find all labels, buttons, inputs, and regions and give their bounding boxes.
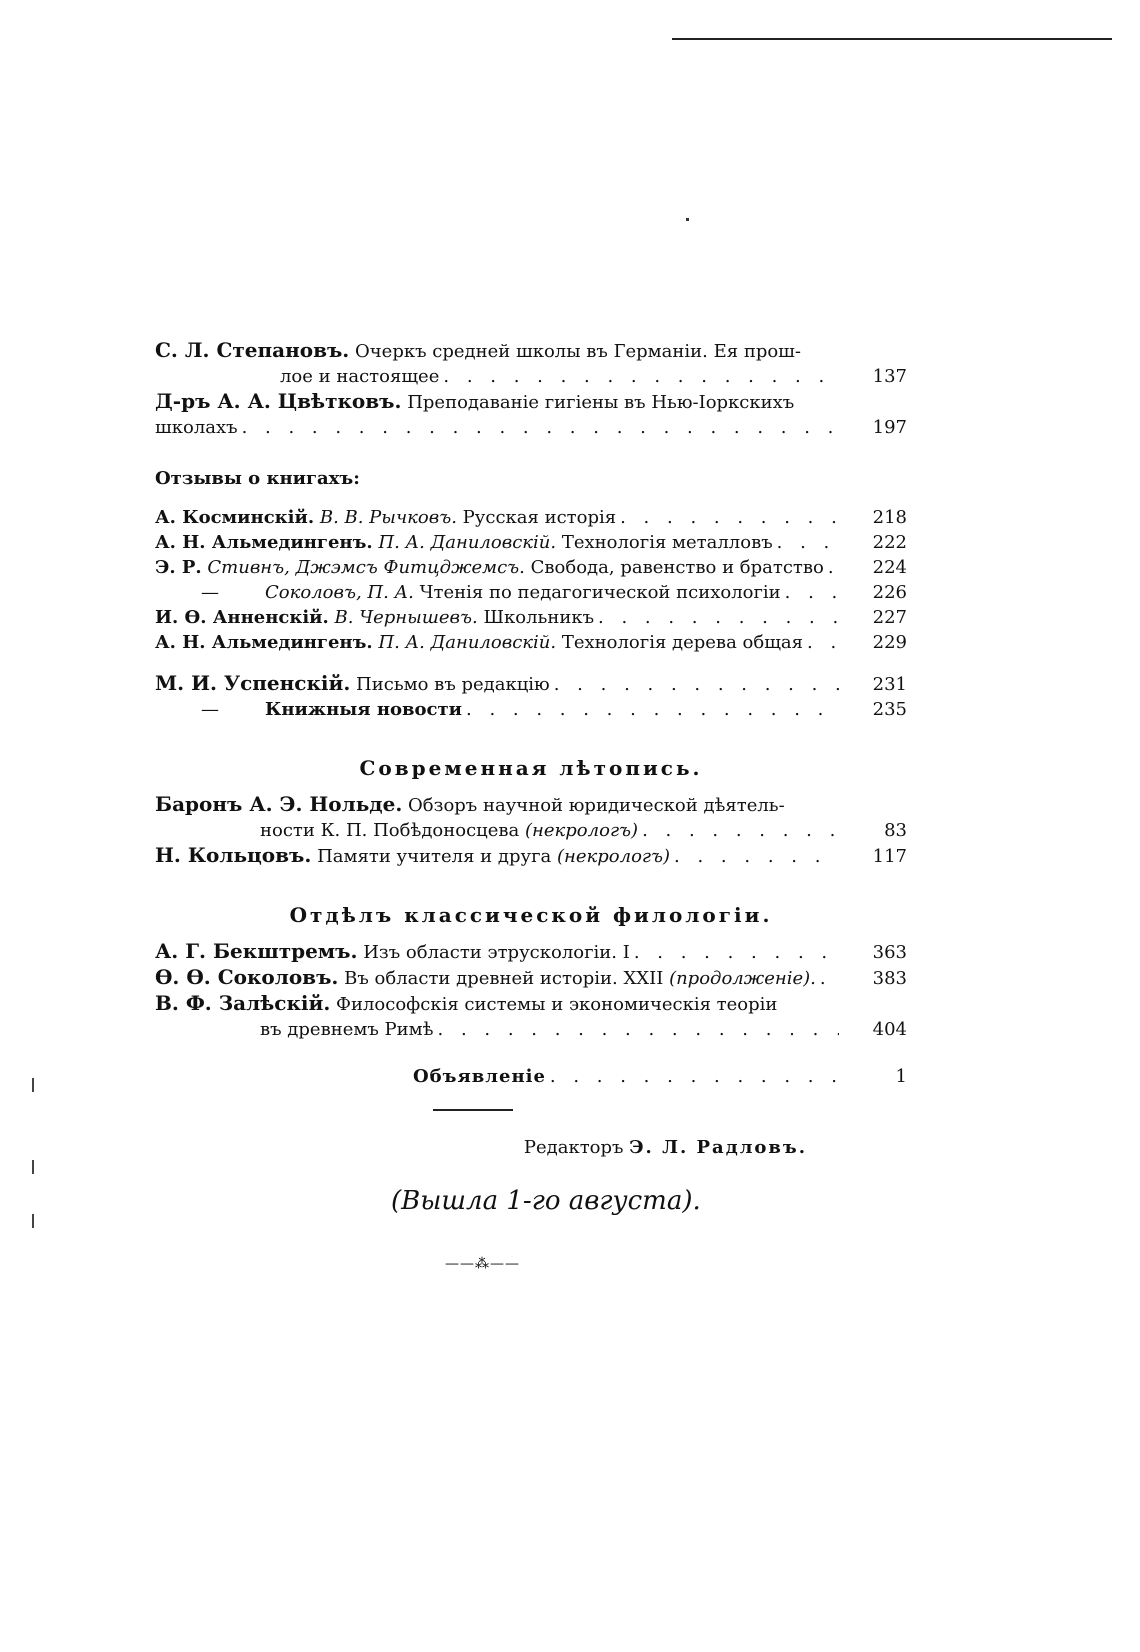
entry-title: Въ области древней исторіи. XXII (344, 968, 664, 989)
review-entry[interactable] (155, 630, 907, 655)
dot-leader (807, 630, 839, 655)
entry-author: Ѳ. Ѳ. Соколовъ. (155, 965, 339, 989)
book-title: Свобода, равенство и братство (530, 557, 824, 578)
toc-entry[interactable] (155, 338, 907, 389)
book-title: Технологія металловъ (561, 532, 773, 553)
book-author: В. Чернышевъ. (334, 607, 478, 628)
entry-title: Философскія системы и экономическія теоріи (336, 994, 778, 1015)
entry-title: Обзоръ научной юридической дѣятель- (408, 795, 785, 816)
entry-title: Памяти учителя и друга (317, 846, 552, 867)
reviewer: Э. Р. (155, 557, 202, 578)
margin-mark (32, 1160, 34, 1174)
review-entry[interactable] (155, 605, 907, 630)
reviews-heading: Отзывы о книгахъ: (155, 468, 360, 489)
dot-leader (550, 1064, 839, 1089)
page-number: 235 (872, 699, 907, 720)
page-number: 222 (872, 532, 907, 553)
book-title: Школьникъ (483, 607, 595, 628)
page-number: 231 (872, 674, 907, 695)
philology-heading: Отдѣлъ классической филологіи. (289, 903, 773, 927)
toc-entry[interactable] (155, 671, 907, 697)
entry-title: Книжныя новости (265, 699, 463, 720)
reviewer: — (201, 582, 219, 603)
print-speck (686, 218, 689, 221)
reviewer: А. Н. Альмедингенъ. (155, 632, 373, 653)
toc-entry[interactable] (155, 792, 907, 843)
editor-label: Редакторъ (523, 1137, 624, 1158)
dot-leader (242, 415, 839, 440)
dot-leader (620, 505, 839, 530)
toc-entry[interactable] (155, 697, 907, 722)
book-author: Стивнъ, Джэмсъ Фитцджемсъ. (207, 557, 525, 578)
book-title: Технологія дерева общая (561, 632, 804, 653)
entry-title-cont: въ древнемъ Римѣ (260, 1019, 434, 1040)
entry-title-cont: ности К. П. Побѣдоносцева (260, 820, 520, 841)
divider (433, 1109, 513, 1111)
entry-author: С. Л. Степановъ. (155, 338, 350, 362)
toc-entry[interactable] (155, 843, 907, 869)
book-title: Русская исторія (462, 507, 617, 528)
entry-title: Изъ области этрускологіи. I (363, 942, 630, 963)
entry-title: Письмо въ редакцію (356, 674, 550, 695)
book-author: В. В. Рычковъ. (319, 507, 457, 528)
entry-author: М. И. Успенскій. (155, 671, 351, 695)
page-number: 229 (872, 632, 907, 653)
dot-leader (443, 364, 839, 389)
page-number: 226 (872, 582, 907, 603)
entry-title-cont: лое и настоящее (280, 366, 440, 387)
page-number: 197 (872, 417, 907, 438)
entry-title: Очеркъ средней школы въ Германіи. Ея прош- (355, 341, 801, 362)
entry-title-note: (некрологъ) (525, 820, 639, 841)
entry-author: Баронъ А. Э. Нольде. (155, 792, 403, 816)
review-entry[interactable] (155, 505, 907, 530)
page-number: 83 (884, 820, 907, 841)
printer-ornament: ——⁂—— (445, 1256, 520, 1272)
entry-title-note: (продолженіе). (669, 968, 816, 989)
top-rule (672, 38, 1112, 40)
review-entry[interactable] (155, 580, 907, 605)
entry-author: А. Г. Бекштремъ. (155, 939, 358, 963)
entry-author: Д-ръ А. А. Цвѣтковъ. (155, 389, 402, 413)
page-number: 137 (872, 366, 907, 387)
margin-mark (32, 1214, 34, 1228)
book-title: Чтенія по педагогической психологіи (419, 582, 781, 603)
page-number: 117 (872, 846, 907, 867)
review-entry[interactable] (155, 555, 907, 580)
dot-leader (820, 966, 839, 991)
editor-name: Э. Л. Радловъ. (629, 1137, 807, 1158)
dot-leader (828, 555, 839, 580)
margin-mark (32, 1078, 34, 1092)
reviewer: А. Н. Альмедингенъ. (155, 532, 373, 553)
chronicle-heading: Современная лѣтопись. (359, 756, 703, 780)
book-author: Соколовъ, П. А. (265, 582, 414, 603)
announcement-label: Объявленіе (413, 1066, 546, 1087)
review-entry[interactable] (155, 530, 907, 555)
toc-entry[interactable] (155, 991, 907, 1042)
entry-author: Н. Кольцовъ. (155, 843, 312, 867)
dot-leader (642, 818, 839, 843)
page-number: 1 (895, 1066, 907, 1087)
page-number: 363 (872, 942, 907, 963)
entry-title-cont: школахъ (155, 417, 238, 438)
toc-entry[interactable] (155, 389, 907, 440)
toc-entry[interactable] (155, 965, 907, 991)
page-number: 383 (872, 968, 907, 989)
page-number: 404 (872, 1019, 907, 1040)
entry-author: — (201, 699, 219, 720)
toc-entry[interactable] (155, 939, 907, 965)
dot-leader (554, 672, 839, 697)
dot-leader (785, 580, 839, 605)
dot-leader (777, 530, 839, 555)
dot-leader (634, 940, 839, 965)
handwritten-note: (Вышла 1-го августа). (391, 1186, 701, 1216)
book-author: П. А. Даниловскій. (378, 632, 557, 653)
entry-title: Преподаваніе гигіены въ Нью-Іоркскихъ (407, 392, 795, 413)
book-author: П. А. Даниловскій. (378, 532, 557, 553)
table-of-contents (155, 338, 907, 1272)
editor-credit (155, 1137, 907, 1158)
dot-leader (674, 844, 839, 869)
entry-title-note: (некрологъ) (556, 846, 671, 867)
page-number: 224 (872, 557, 907, 578)
dot-leader (598, 605, 839, 630)
reviewer: А. Косминскій. (155, 507, 315, 528)
dot-leader (466, 697, 839, 722)
entry-author: В. Ф. Залѣскій. (155, 991, 331, 1015)
page-number: 218 (872, 507, 907, 528)
reviewer: И. Ѳ. Анненскій. (155, 607, 329, 628)
page-number: 227 (872, 607, 907, 628)
toc-entry-announcement[interactable] (155, 1064, 907, 1089)
dot-leader (438, 1017, 840, 1042)
